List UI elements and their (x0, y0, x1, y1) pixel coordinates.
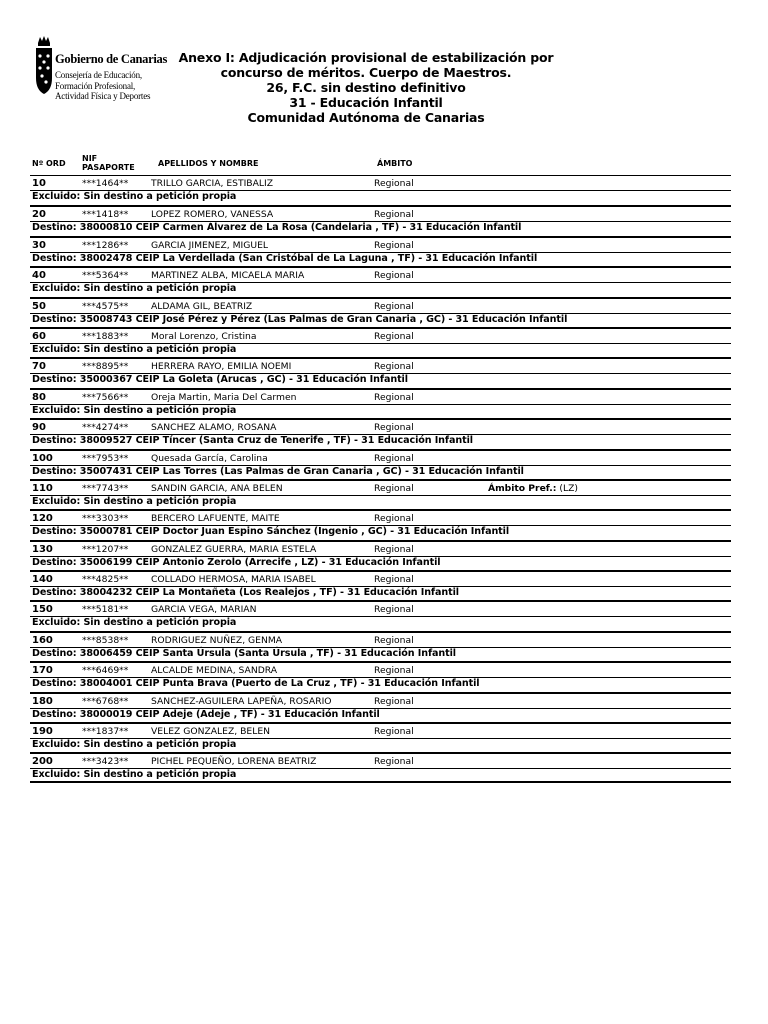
ambito-value: Regional (374, 239, 414, 251)
nif-value: ***6469** (82, 665, 129, 677)
table-row (30, 418, 731, 448)
full-name: Moral Lorenzo, Cristina (151, 330, 257, 342)
document-title (176, 50, 556, 125)
nif-value: ***6768** (82, 695, 129, 707)
table-row (30, 600, 731, 630)
row-line (30, 452, 731, 465)
order-number: 70 (32, 361, 46, 373)
row-line (30, 208, 731, 221)
row-line (30, 725, 731, 738)
row-line (30, 634, 731, 647)
nif-value: ***1464** (82, 178, 129, 189)
title-line: Anexo I: Adjudicación provisional de estabilización por (178, 50, 554, 65)
ambito-value: Regional (374, 300, 414, 312)
nif-value: ***7743** (82, 482, 129, 494)
result-text: Excluido: Sin destino a petición propia (32, 191, 237, 202)
title-line: concurso de méritos. Cuerpo de Maestros. (220, 65, 512, 80)
department-name (55, 70, 150, 102)
table-row (30, 722, 731, 752)
nif-value: ***8538** (82, 634, 129, 646)
header-nif (82, 154, 135, 172)
ambito-value: Regional (374, 604, 414, 616)
row-line (30, 512, 731, 525)
result-text: Destino: 38002478 CEIP La Verdellada (San Cristóbal de La Laguna , TF) - 31 Educación Infantil (32, 252, 538, 264)
nif-value: ***3303** (82, 513, 129, 525)
order-number: 40 (32, 270, 46, 282)
order-number: 30 (32, 239, 46, 251)
row-line (30, 177, 731, 190)
title-line: Comunidad Autónoma de Canarias (247, 110, 485, 125)
row-line (30, 755, 731, 768)
ambito-value: Regional (374, 422, 414, 434)
full-name: COLLADO HERMOSA, MARIA ISABEL (151, 574, 316, 586)
order-number: 80 (32, 391, 46, 403)
row-line (30, 300, 731, 313)
full-name: MARTINEZ ALBA, MICAELA MARIA (151, 270, 305, 282)
order-number: 200 (32, 756, 53, 768)
order-number: 170 (32, 665, 53, 677)
row-line (30, 239, 731, 252)
ambito-value: Regional (374, 178, 414, 189)
table-row (30, 752, 731, 782)
full-name: SANCHEZ-AGUILERA LAPEÑA, ROSARIO (151, 695, 332, 707)
result-text: Excluido: Sin destino a petición propia (32, 495, 237, 507)
row-line (30, 391, 731, 404)
result-text: Excluido: Sin destino a petición propia (32, 739, 237, 751)
table-row (30, 266, 731, 296)
ambito-value: Regional (374, 482, 414, 494)
table-row (30, 661, 731, 691)
result-text: Destino: 38000810 CEIP Carmen Álvarez de La Rosa (Candelaria , TF) - 31 Educación Infantil (32, 222, 522, 234)
ambito-value: Regional (374, 634, 414, 646)
row-line (30, 603, 731, 616)
full-name: LOPEZ ROMERO, VANESSA (151, 209, 274, 221)
ambito-pref-label: Ámbito Pref.: (488, 482, 557, 494)
nif-value: ***4575** (82, 300, 129, 312)
result-text: Destino: 38000019 CEIP Adeje (Adeje , TF) - 31 Educación Infantil (32, 708, 380, 720)
title-line: 31 - Educación Infantil (289, 95, 443, 110)
ambito-value: Regional (374, 513, 414, 525)
header-ord: Nº ORD (32, 159, 66, 168)
result-text: Destino: 35000781 CEIP Doctor Juan Espino Sánchez (Ingenio , GC) - 31 Educación Infantil (32, 526, 510, 538)
table-row (30, 509, 731, 539)
row-line (30, 573, 731, 586)
result-text: Destino: 38004001 CEIP Punta Brava (Puerto de La Cruz , TF) - 31 Educación Infantil (32, 678, 480, 690)
ambito-value: Regional (374, 543, 414, 555)
order-number: 160 (32, 634, 53, 646)
header-nombre: APELLIDOS Y NOMBRE (158, 159, 259, 168)
department-line: Consejería de Educación, (55, 70, 142, 80)
order-number: 120 (32, 513, 53, 525)
full-name: SANDIN GARCIA, ANA BELEN (151, 482, 283, 494)
nif-value: ***3423** (82, 756, 129, 768)
ambito-value: Regional (374, 695, 414, 707)
result-text: Destino: 35000367 CEIP La Goleta (Arucas , GC) - 31 Educación Infantil (32, 374, 408, 386)
order-number: 90 (32, 422, 46, 434)
ambito-value: Regional (374, 726, 414, 738)
ambito-pref-value: (LZ) (559, 482, 578, 494)
department-line: Actividad Física y Deportes (55, 91, 151, 101)
table-row (30, 388, 731, 418)
row-line (30, 695, 731, 708)
table-row (30, 692, 731, 722)
row-line (30, 664, 731, 677)
order-number: 100 (32, 452, 53, 464)
nif-value: ***1837** (82, 726, 129, 738)
ambito-value: Regional (374, 209, 414, 221)
nif-value: ***5364** (82, 270, 129, 282)
order-number: 50 (32, 300, 46, 312)
table-row (30, 570, 731, 600)
table-row (30, 175, 731, 205)
organization-name: Gobierno de Canarias (55, 52, 168, 66)
ambito-value: Regional (374, 361, 414, 373)
table-row (30, 205, 731, 235)
ambito-value: Regional (374, 574, 414, 586)
order-number: 10 (32, 178, 46, 189)
full-name: BERCERO LAFUENTE, MAITE (151, 513, 280, 525)
table-row (30, 479, 731, 509)
row-line (30, 360, 731, 373)
coat-of-arms-icon (34, 34, 54, 96)
full-name: Quesada García, Carolina (151, 452, 268, 464)
nif-value: ***4825** (82, 574, 129, 586)
table-row (30, 357, 731, 387)
row-line (30, 482, 731, 495)
full-name: GARCIA VEGA, MARIAN (151, 604, 257, 616)
header-pasaporte-label: PASAPORTE (82, 163, 135, 172)
result-text: Excluido: Sin destino a petición propia (32, 343, 237, 355)
title-line: 26, F.C. sin destino definitivo (266, 80, 466, 95)
order-number: 60 (32, 330, 46, 342)
full-name: PICHEL PEQUEÑO, LORENA BEATRIZ (151, 756, 317, 768)
result-text: Destino: 35007431 CEIP Las Torres (Las Palmas de Gran Canaria , GC) - 31 Educación Infantil (32, 465, 524, 477)
full-name: TRILLO GARCIA, ESTIBALIZ (151, 178, 274, 189)
full-name: ALCALDE MEDINA, SANDRA (151, 665, 278, 677)
result-text: Destino: 38009527 CEIP Tíncer (Santa Cruz de Tenerife , TF) - 31 Educación Infantil (32, 435, 473, 447)
table-row (30, 631, 731, 661)
nif-value: ***5181** (82, 604, 129, 616)
full-name: SANCHEZ ALAMO, ROSANA (151, 422, 277, 434)
ambito-value: Regional (374, 391, 414, 403)
full-name: ALDAMA GIL, BEATRIZ (151, 300, 253, 312)
order-number: 180 (32, 695, 53, 707)
result-text: Excluido: Sin destino a petición propia (32, 617, 237, 629)
table-row (30, 540, 731, 570)
result-text: Destino: 38004232 CEIP La Montañeta (Los Realejos , TF) - 31 Educación Infantil (32, 587, 459, 599)
full-name: GONZALEZ GUERRA, MARIA ESTELA (151, 543, 317, 555)
full-name: VELEZ GONZALEZ, BELEN (151, 726, 270, 738)
nif-value: ***7953** (82, 452, 129, 464)
result-text: Excluido: Sin destino a petición propia (32, 769, 237, 781)
full-name: Oreja Martin, Maria Del Carmen (151, 391, 297, 403)
order-number: 140 (32, 574, 53, 586)
results-table (30, 175, 731, 783)
order-number: 130 (32, 543, 53, 555)
row-line (30, 269, 731, 282)
ambito-value: Regional (374, 452, 414, 464)
order-number: 110 (32, 482, 53, 494)
full-name: GARCIA JIMENEZ, MIGUEL (151, 239, 269, 251)
row-line (30, 330, 731, 343)
ambito-value: Regional (374, 270, 414, 282)
ambito-value: Regional (374, 330, 414, 342)
nif-value: ***1286** (82, 239, 129, 251)
gobierno-canarias-logo (34, 32, 168, 112)
table-row (30, 236, 731, 266)
ambito-pref (488, 483, 578, 494)
nif-value: ***8895** (82, 361, 129, 373)
result-text: Excluido: Sin destino a petición propia (32, 283, 237, 295)
order-number: 150 (32, 604, 53, 616)
department-line: Formación Profesional, (55, 80, 136, 91)
table-row (30, 449, 731, 479)
row-line (30, 421, 731, 434)
nif-value: ***1883** (82, 330, 129, 342)
header-nif-label: NIF (82, 154, 98, 163)
result-text: Destino: 35006199 CEIP Antonio Zerolo (Arrecife , LZ) - 31 Educación Infantil (32, 556, 441, 568)
table-row (30, 327, 731, 357)
result-text: Destino: 38006459 CEIP Santa Úrsula (Santa Úrsula , TF) - 31 Educación Infantil (32, 647, 456, 659)
ambito-value: Regional (374, 665, 414, 677)
nif-value: ***1418** (82, 209, 129, 221)
nif-value: ***4274** (82, 422, 129, 434)
full-name: HERRERA RAYO, EMILIA NOEMI (151, 361, 292, 373)
row-line (30, 543, 731, 556)
header-ambito: ÁMBITO (377, 159, 413, 168)
full-name: RODRIGUEZ NUÑEZ, GENMA (151, 634, 283, 646)
ambito-value: Regional (374, 756, 414, 768)
nif-value: ***7566** (82, 391, 129, 403)
table-row (30, 297, 731, 327)
result-text: Destino: 35008743 CEIP José Pérez y Pérez (Las Palmas de Gran Canaria , GC) - 31 Educación Infantil (32, 313, 568, 325)
nif-value: ***1207** (82, 543, 129, 555)
result-text: Excluido: Sin destino a petición propia (32, 404, 237, 416)
order-number: 190 (32, 726, 53, 738)
order-number: 20 (32, 209, 46, 221)
